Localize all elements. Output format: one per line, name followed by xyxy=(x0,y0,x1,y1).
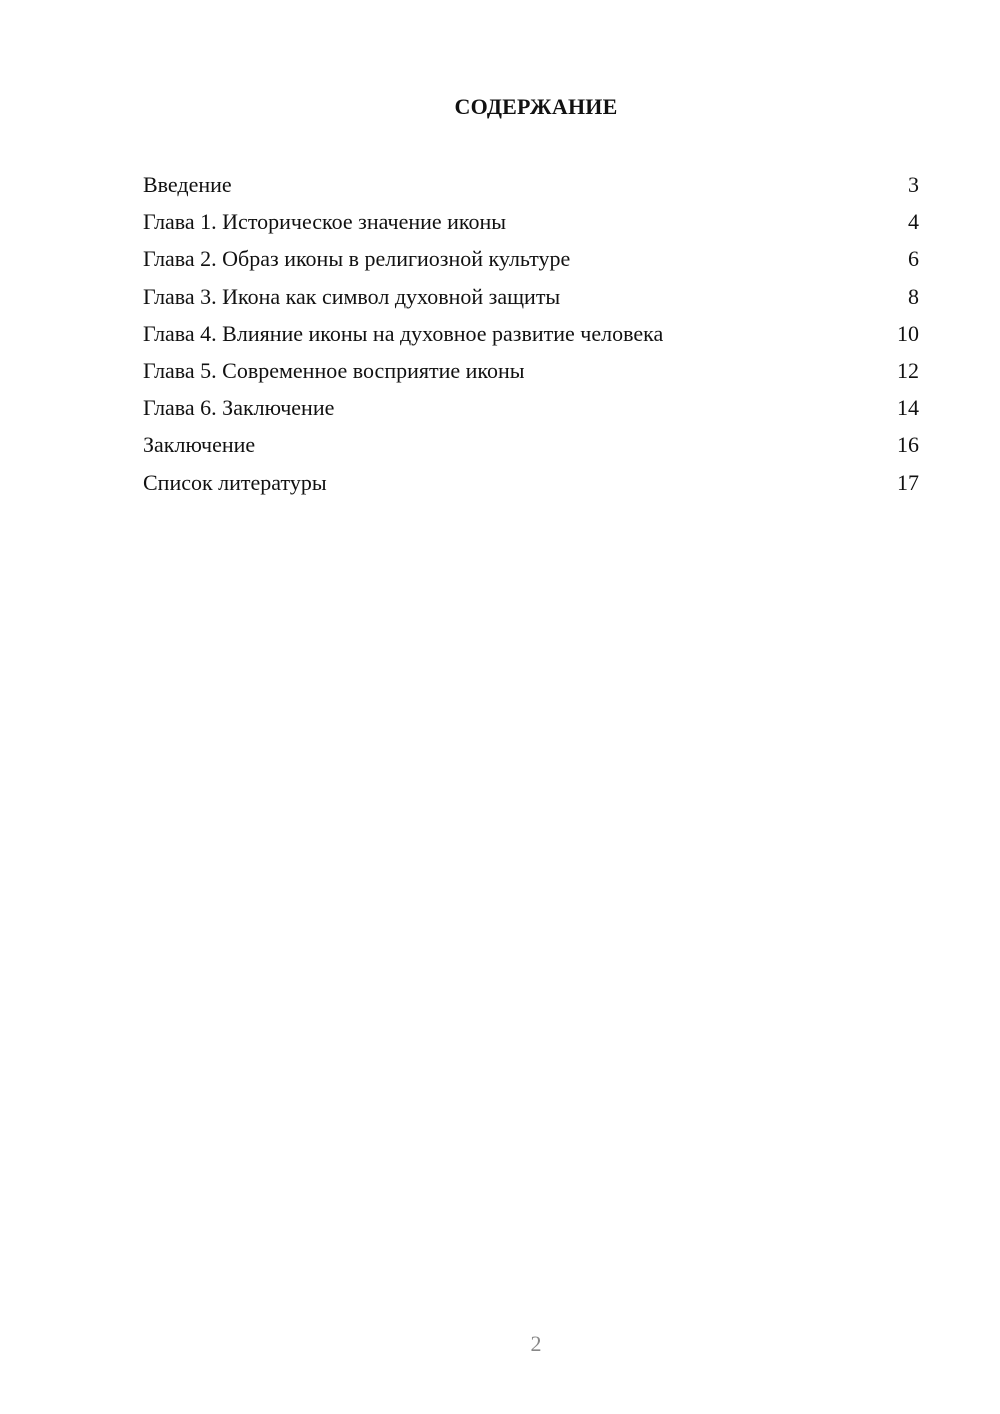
toc-entry xyxy=(143,240,919,277)
toc-entry-page: 12 xyxy=(897,357,919,383)
toc-entry xyxy=(143,278,919,315)
toc-entry-title: Глава 2. Образ иконы в религиозной культуре xyxy=(143,246,571,272)
page-title: СОДЕРЖАНИЕ xyxy=(454,94,618,119)
toc-entry xyxy=(143,315,919,352)
toc-entry xyxy=(143,203,919,240)
toc-entry xyxy=(143,464,919,501)
toc-entry-title: Введение xyxy=(143,172,232,197)
table-of-contents xyxy=(143,166,919,501)
toc-entry-page: 6 xyxy=(908,246,919,272)
toc-entry xyxy=(143,352,919,389)
toc-entry xyxy=(143,166,919,203)
toc-entry-title: Список литературы xyxy=(143,469,327,495)
toc-entry-title: Заключение xyxy=(143,432,256,458)
page-number: 2 xyxy=(530,1331,542,1356)
toc-entry-page: 8 xyxy=(908,283,919,309)
toc-entry-title: Глава 1. Историческое значение иконы xyxy=(143,209,507,235)
toc-entry xyxy=(143,389,919,426)
toc-entry-page: 10 xyxy=(897,320,919,346)
toc-entry-page: 17 xyxy=(897,469,919,495)
toc-entry-page: 14 xyxy=(897,395,919,421)
toc-entry-title: Глава 5. Современное восприятие иконы xyxy=(143,357,525,383)
toc-entry-page: 3 xyxy=(908,172,919,197)
toc-entry xyxy=(143,426,919,463)
toc-entry-page: 16 xyxy=(897,432,919,458)
toc-entry-title: Глава 3. Икона как символ духовной защиты xyxy=(143,283,561,309)
toc-entry-title: Глава 6. Заключение xyxy=(143,395,335,421)
toc-entry-page: 4 xyxy=(908,209,919,235)
toc-entry-title: Глава 4. Влияние иконы на духовное развитие человека xyxy=(143,320,664,346)
